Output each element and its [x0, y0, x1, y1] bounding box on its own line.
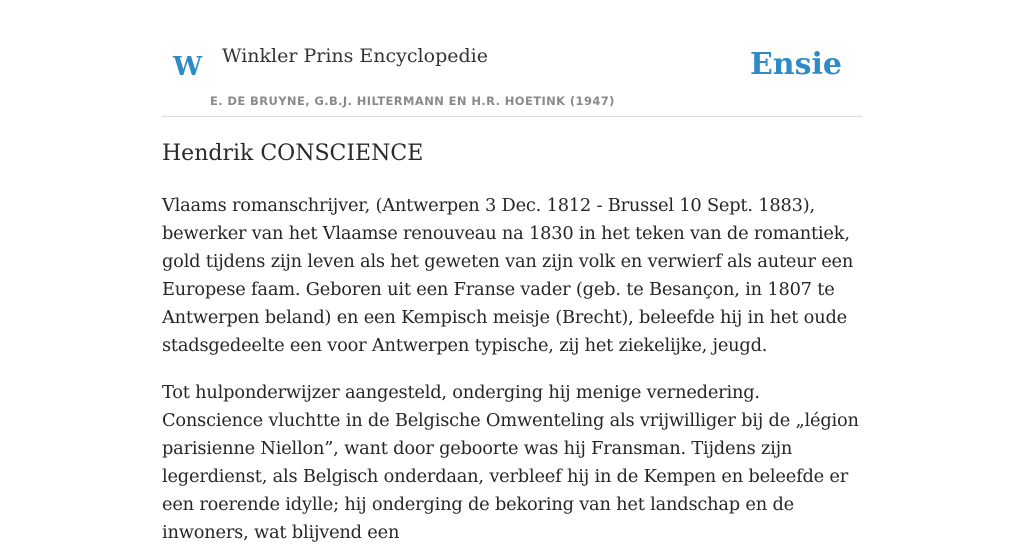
article-paragraph-1: Vlaams romanschrijver, (Antwerpen 3 Dec. 1812 - Brussel 10 Sept. 1883), bewerker van het Vlaamse renouveau na 1830 in het teken van de romantiek, gold tijdens zijn leven als het geweten van zijn volk en verwierf als auteur een Europese faam. Geboren uit een Franse vader (geb. te Besançon, in 1807 te Antwerpen beland) en een Kempisch meisje (Brecht), beleefde hij in het oude stadsgedeelte een voor Antwerpen typische, zij het ziekelijke, jeugd.	[162, 195, 854, 356]
article-title: Hendrik CONSCIENCE	[162, 141, 424, 166]
site-authors: E. DE BRUYNE, G.B.J. HILTERMANN EN H.R. HOETINK (1947)	[210, 94, 615, 108]
site-header	[162, 0, 862, 117]
site-title[interactable]: Winkler Prins Encyclopedie	[222, 45, 488, 67]
page	[162, 0, 862, 543]
winkler-prins-logo[interactable]: W	[173, 52, 203, 82]
article-paragraph-2: Tot hulponderwijzer aangesteld, onderging hij menige vernedering. Conscience vluchtte in de Belgische Omwenteling als vrijwilliger bij de „légion parisienne Niellon”, want door geboorte was hij Fransman. Tijdens zijn legerdienst, als Belgisch onderdaan, verbleef hij in de Kempen en beleefde er een roerende idylle; hij onderging de bekoring van het landschap en de inwoners, wat blijvend een	[162, 382, 859, 543]
ensie-brand-logo[interactable]: Ensie	[749, 47, 842, 82]
